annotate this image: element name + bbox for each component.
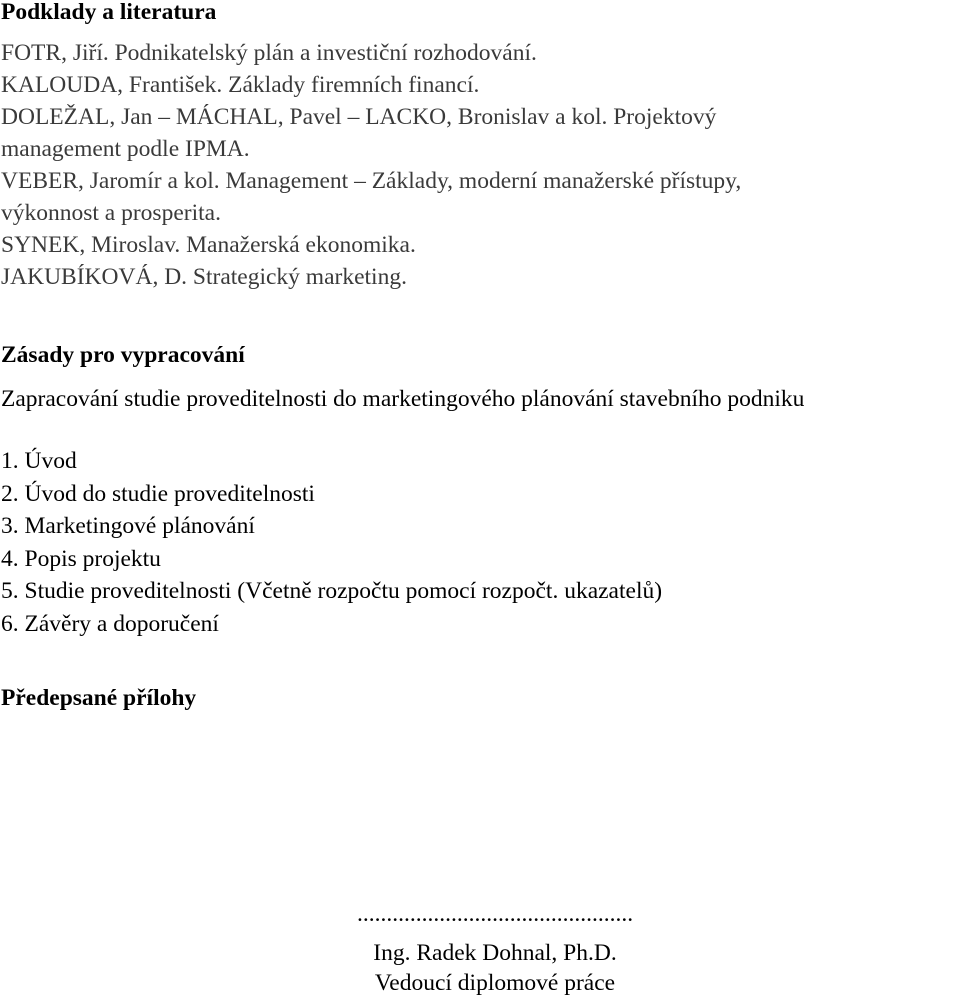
signature-name: Ing. Radek Dohnal, Ph.D. bbox=[373, 940, 617, 966]
literature-list bbox=[1, 37, 741, 293]
principle-item: 5. Studie proveditelnosti (Včetně rozpočtu pomocí rozpočt. ukazatelů) bbox=[1, 578, 663, 604]
literature-heading: Podklady a literatura bbox=[1, 0, 217, 25]
literature-line: KALOUDA, František. Základy firemních financí. bbox=[1, 72, 480, 98]
literature-line: FOTR, Jiří. Podnikatelský plán a investiční rozhodování. bbox=[1, 40, 537, 66]
attachments-heading: Předepsané přílohy bbox=[1, 685, 197, 711]
principles-intro: Zapracování studie proveditelnosti do marketingového plánování stavebního podniku bbox=[1, 386, 805, 412]
principles-heading: Zásady pro vypracování bbox=[1, 342, 245, 368]
principles-list bbox=[1, 445, 662, 640]
literature-line: JAKUBÍKOVÁ, D. Strategický marketing. bbox=[1, 264, 407, 290]
principle-item: 1. Úvod bbox=[1, 448, 77, 474]
principle-item: 3. Marketingové plánování bbox=[1, 513, 255, 539]
literature-line: VEBER, Jaromír a kol. Management – Základy, moderní manažerské přístupy, bbox=[1, 168, 742, 194]
principle-item: 4. Popis projektu bbox=[1, 545, 161, 572]
literature-line: management podle IPMA. bbox=[1, 136, 250, 162]
signature-dots: ............................................... bbox=[356, 901, 634, 927]
principle-item: 6. Závěry a doporučení bbox=[1, 610, 219, 637]
literature-line: DOLEŽAL, Jan – MÁCHAL, Pavel – LACKO, Bronislav a kol. Projektový bbox=[1, 104, 717, 130]
signature-role: Vedoucí diplomové práce bbox=[374, 970, 616, 996]
literature-line: SYNEK, Miroslav. Manažerská ekonomika. bbox=[1, 232, 416, 258]
principle-item: 2. Úvod do studie proveditelnosti bbox=[1, 480, 315, 507]
literature-line: výkonnost a prosperita. bbox=[1, 200, 221, 226]
